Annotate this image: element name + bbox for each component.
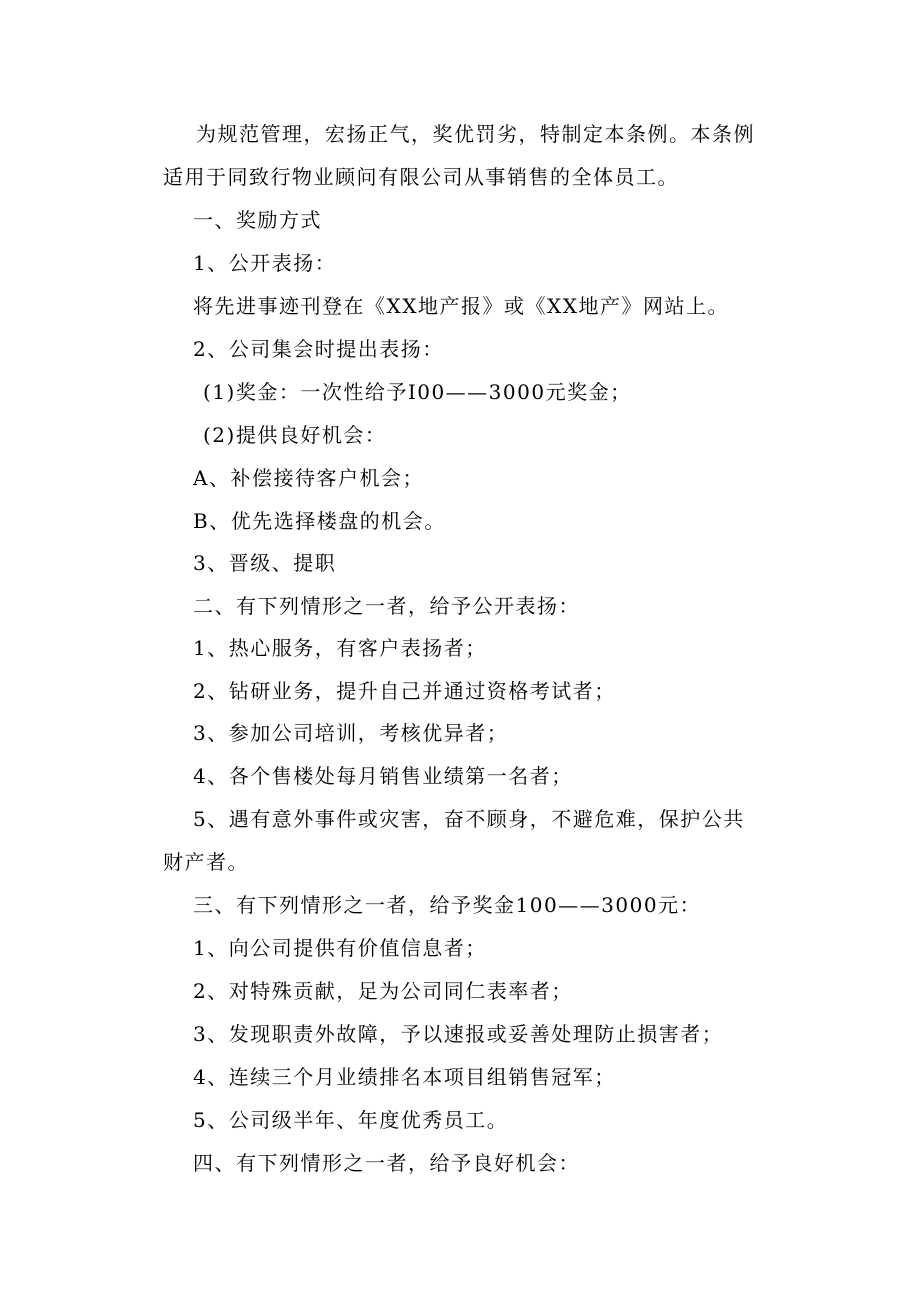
list-item: 财产者。	[163, 850, 249, 874]
section-heading-bonus: 三、有下列情形之一者，给予奖金100——3000元：	[193, 893, 702, 917]
list-item: B、优先选择楼盘的机会。	[193, 509, 446, 533]
intro-paragraph-line-2: 适用于同致行物业顾问有限公司从事销售的全体员工。	[163, 165, 679, 189]
list-item: A、补偿接待客户机会；	[193, 466, 424, 490]
list-item: 1、公开表扬：	[193, 251, 337, 275]
list-item: 2、对特殊贡献，足为公司同仁表率者；	[193, 979, 573, 1003]
list-item: 将先进事迹刊登在《XX地产报》或《XX地产》网站上。	[193, 294, 729, 318]
list-item: 1、向公司提供有价值信息者；	[193, 936, 487, 960]
section-heading-opportunity: 四、有下列情形之一者，给予良好机会：	[193, 1151, 580, 1175]
list-item: (1)奖金：一次性给予I00——3000元奖金；	[203, 380, 632, 404]
intro-paragraph-line-1: 为规范管理，宏扬正气，奖优罚劣，特制定本条例。本条例	[196, 122, 755, 146]
section-heading-praise: 二、有下列情形之一者，给予公开表扬：	[193, 594, 580, 618]
section-heading-rewards: 一、奖励方式	[193, 208, 322, 232]
list-item: 5、遇有意外事件或灾害，奋不顾身，不避危难，保护公共	[193, 807, 745, 831]
list-item: 4、各个售楼处每月销售业绩第一名者；	[193, 764, 573, 788]
list-item: 5、公司级半年、年度优秀员工。	[193, 1108, 509, 1132]
list-item: 3、晋级、提职	[193, 551, 337, 575]
list-item: 3、发现职责外故障，予以速报或妥善处理防止损害者；	[193, 1022, 724, 1046]
list-item: 3、参加公司培训，考核优异者；	[193, 721, 509, 745]
list-item: 4、连续三个月业绩排名本项目组销售冠军；	[193, 1065, 616, 1089]
list-item: 2、钻研业务，提升自己并通过资格考试者；	[193, 679, 616, 703]
list-item: 2、公司集会时提出表扬：	[193, 337, 444, 361]
list-item: (2)提供良好机会：	[203, 423, 387, 447]
list-item: 1、热心服务，有客户表扬者；	[193, 636, 487, 660]
